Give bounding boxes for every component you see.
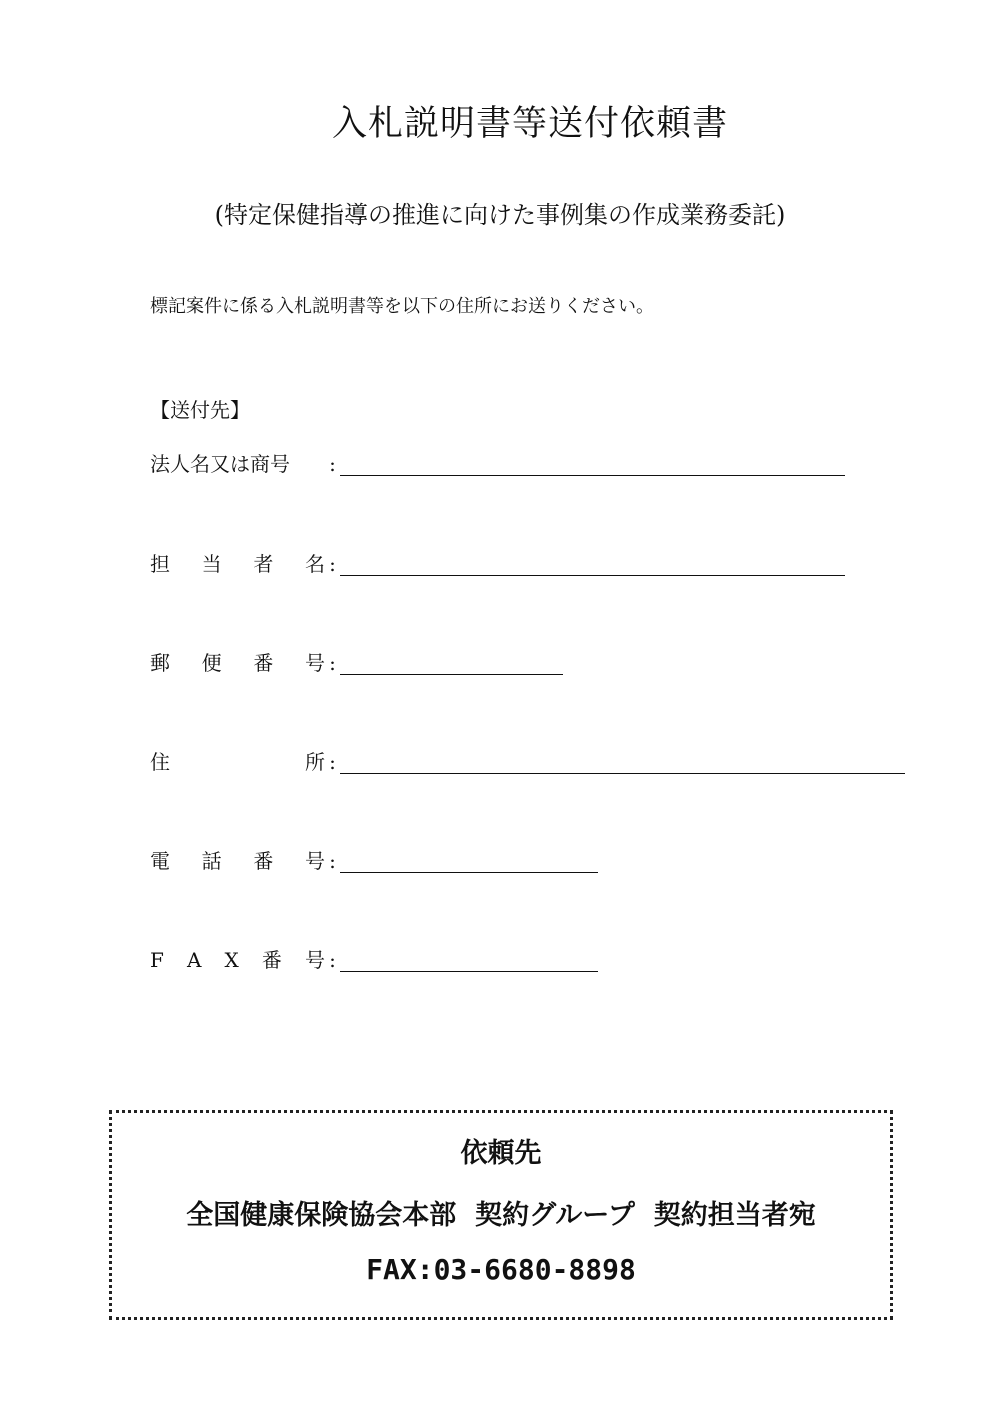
- field-label: [150, 452, 325, 476]
- field-label: [150, 651, 325, 675]
- label-char: 電: [150, 849, 170, 873]
- label-char: 号: [304, 948, 325, 972]
- field-colon: :: [329, 452, 336, 476]
- label-char: F: [150, 948, 164, 972]
- label-char: 所: [305, 750, 325, 774]
- field-label: [150, 750, 325, 774]
- field-fax-number: [150, 938, 598, 972]
- label-char: 号: [304, 849, 325, 873]
- label-char: 住: [150, 750, 170, 774]
- request-box-title: 依頼先: [460, 1138, 542, 1169]
- label-text: 法人名又は商号: [150, 452, 290, 476]
- request-destination-box: [109, 1110, 893, 1320]
- corporate-name-input-line[interactable]: [340, 453, 845, 476]
- label-char: X: [224, 948, 239, 972]
- field-corporate-name: [150, 442, 845, 476]
- label-char: 番: [261, 948, 282, 972]
- phone-number-input-line[interactable]: [340, 850, 598, 873]
- label-char: 番: [253, 651, 274, 675]
- label-char: 者: [253, 552, 274, 576]
- request-box-fax: FAX:03-6680-8898: [366, 1253, 636, 1286]
- field-colon: :: [329, 750, 336, 774]
- section-heading: 【送付先】: [150, 398, 250, 422]
- field-colon: :: [329, 948, 336, 972]
- intro-text: 標記案件に係る入札説明書等を以下の住所にお送りください。: [150, 296, 654, 317]
- label-char: 郵: [150, 651, 170, 675]
- field-contact-person: [150, 542, 845, 576]
- contact-person-input-line[interactable]: [340, 553, 845, 576]
- label-char: A: [186, 948, 202, 972]
- field-postal-code: [150, 641, 563, 675]
- label-char: 号: [304, 651, 325, 675]
- label-char: 便: [201, 651, 222, 675]
- address-input-line[interactable]: [340, 751, 905, 774]
- fax-number-input-line[interactable]: [340, 949, 598, 972]
- request-box-organization: 全国健康保険協会本部 契約グループ 契約担当者宛: [186, 1200, 816, 1231]
- label-char: 当: [201, 552, 222, 576]
- label-char: 担: [150, 552, 170, 576]
- field-phone-number: [150, 839, 598, 873]
- label-char: 名: [304, 552, 325, 576]
- page-title: 入札説明書等送付依頼書: [331, 104, 728, 144]
- field-address: [150, 740, 905, 774]
- page-subtitle: (特定保健指導の推進に向けた事例集の作成業務委託): [214, 201, 786, 229]
- label-char: 番: [253, 849, 274, 873]
- field-colon: :: [329, 849, 336, 873]
- field-colon: :: [329, 651, 336, 675]
- field-colon: :: [329, 552, 336, 576]
- field-label: [150, 849, 325, 873]
- field-label: [150, 552, 325, 576]
- postal-code-input-line[interactable]: [340, 652, 563, 675]
- label-char: 話: [201, 849, 222, 873]
- field-label: [150, 948, 325, 972]
